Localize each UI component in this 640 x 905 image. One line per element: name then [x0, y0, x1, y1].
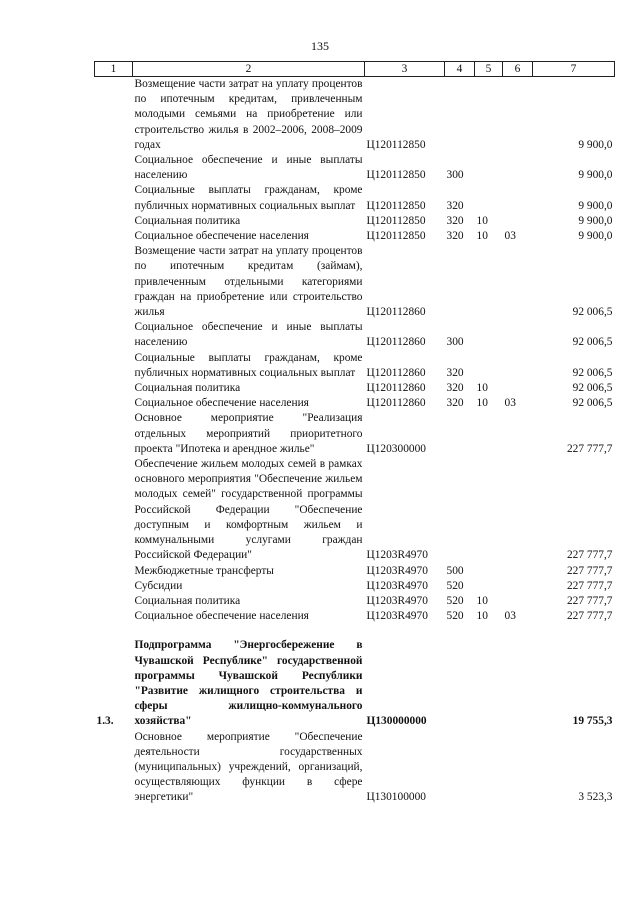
row-code: Ц120112850 [366, 169, 426, 182]
row-expense-type [445, 457, 475, 563]
row-expense-type: 520 [446, 594, 464, 607]
row-section [475, 457, 503, 563]
row-section: 10 [476, 214, 488, 227]
row-code: Ц130100000 [366, 791, 426, 804]
table-body [95, 77, 615, 806]
row-section [475, 320, 503, 350]
table-row [95, 229, 615, 244]
row-number [95, 351, 133, 381]
table-row [95, 579, 615, 594]
row-section [475, 564, 503, 579]
row-amount: 227 777,7 [566, 442, 613, 455]
row-amount: 92 006,5 [572, 306, 613, 319]
row-subsection [503, 730, 533, 806]
row-code: Ц1203R4970 [366, 610, 428, 623]
row-name: Социальное обеспечение и иные выплаты населению [134, 321, 363, 349]
table-row [95, 320, 615, 350]
row-number [95, 579, 133, 594]
row-section: 10 [476, 397, 488, 410]
table-row [95, 638, 615, 729]
row-amount: 9 900,0 [578, 169, 613, 182]
row-code: Ц120112860 [366, 382, 426, 395]
row-subsection [503, 320, 533, 350]
table-row [95, 244, 615, 320]
row-number [95, 244, 133, 320]
row-code: Ц120112860 [366, 366, 426, 379]
row-number [95, 153, 133, 183]
row-name: Социальная политика [134, 214, 241, 227]
row-section [475, 351, 503, 381]
table-row [95, 381, 615, 396]
header-col-4: 4 [445, 62, 475, 77]
row-expense-type: 520 [446, 579, 464, 592]
row-code: Ц1203R4970 [366, 549, 428, 562]
row-section [475, 411, 503, 457]
row-code: Ц130000000 [366, 715, 427, 728]
row-code: Ц120112860 [366, 397, 426, 410]
row-section [475, 638, 503, 729]
row-amount: 92 006,5 [572, 382, 613, 395]
row-expense-type: 320 [446, 199, 464, 212]
row-name: Социальная политика [134, 594, 241, 607]
row-section [475, 244, 503, 320]
row-code: Ц1203R4970 [366, 564, 428, 577]
row-amount: 92 006,5 [572, 336, 613, 349]
row-subsection [503, 351, 533, 381]
row-name: Социальное обеспечение населения [134, 397, 309, 410]
row-amount: 9 900,0 [578, 214, 613, 227]
row-subsection [503, 457, 533, 563]
table-row [95, 594, 615, 609]
table-row [95, 77, 615, 154]
row-expense-type [445, 244, 475, 320]
row-number [95, 320, 133, 350]
row-code: Ц120112850 [366, 214, 426, 227]
table-row [95, 396, 615, 411]
row-amount: 3 523,3 [578, 791, 613, 804]
header-col-1: 1 [95, 62, 133, 77]
row-number [95, 564, 133, 579]
row-name: Субсидии [134, 579, 183, 592]
row-section: 10 [476, 610, 488, 623]
spacer-cell [95, 624, 615, 638]
table-header [95, 62, 615, 77]
row-amount: 9 900,0 [578, 138, 613, 151]
header-col-3: 3 [365, 62, 445, 77]
row-number [95, 77, 133, 154]
row-subsection: 03 [504, 230, 516, 243]
row-name: Социальные выплаты гражданам, кроме публичных нормативных социальных выплат [134, 351, 363, 379]
row-code: Ц1203R4970 [366, 579, 428, 592]
row-subsection: 03 [504, 610, 516, 623]
row-subsection [503, 183, 533, 213]
row-section: 10 [476, 230, 488, 243]
table-row [95, 564, 615, 579]
row-number [95, 411, 133, 457]
table-row [95, 214, 615, 229]
row-expense-type: 520 [446, 610, 464, 623]
row-expense-type [445, 638, 475, 729]
row-expense-type: 320 [446, 382, 464, 395]
row-amount: 227 777,7 [566, 549, 613, 562]
row-section [475, 183, 503, 213]
row-amount: 92 006,5 [572, 366, 613, 379]
row-subsection [503, 244, 533, 320]
row-name: Подпрограмма "Энергосбережение в Чувашской Республике" государственной программы Чувашской Республики "Развитие жилищного строительства и сферы жилищно-коммунального хозяйства" [134, 639, 363, 728]
row-number [95, 594, 133, 609]
row-name: Основное мероприятие "Реализация отдельных мероприятий приоритетного проекта "Ипотека и арендное жилье" [134, 412, 363, 455]
row-amount: 227 777,7 [566, 564, 613, 577]
row-expense-type: 320 [446, 397, 464, 410]
table-row [95, 153, 615, 183]
table-row [95, 457, 615, 563]
row-section [475, 153, 503, 183]
row-amount: 227 777,7 [566, 594, 613, 607]
row-expense-type: 300 [446, 169, 464, 182]
row-code: Ц120300000 [366, 442, 426, 455]
row-number [95, 396, 133, 411]
row-amount: 92 006,5 [572, 397, 613, 410]
row-amount: 19 755,3 [572, 715, 613, 728]
row-amount: 227 777,7 [566, 610, 613, 623]
page-number: 135 [311, 39, 329, 53]
row-subsection [503, 153, 533, 183]
spacer-row [95, 624, 615, 638]
row-subsection [503, 564, 533, 579]
row-number [95, 609, 133, 624]
row-subsection [503, 77, 533, 154]
row-name: Межбюджетные трансферты [134, 564, 274, 577]
row-subsection [503, 411, 533, 457]
table-row [95, 609, 615, 624]
row-amount: 9 900,0 [578, 230, 613, 243]
row-expense-type: 500 [446, 564, 464, 577]
table-row [95, 183, 615, 213]
row-subsection [503, 638, 533, 729]
row-code: Ц120112860 [366, 306, 426, 319]
row-expense-type: 320 [446, 214, 464, 227]
table-row [95, 730, 615, 806]
row-name: Социальная политика [134, 382, 241, 395]
row-name: Возмещение части затрат на уплату процентов по ипотечным кредитам (займам), привлеченным отдельными категориями граждан на приобретение или строительство жилья [134, 245, 363, 319]
row-expense-type: 320 [446, 366, 464, 379]
row-subsection [503, 579, 533, 594]
row-name: Социальные выплаты гражданам, кроме публичных нормативных социальных выплат [134, 184, 363, 212]
row-section [475, 77, 503, 154]
row-amount: 227 777,7 [566, 579, 613, 592]
row-name: Социальное обеспечение населения [134, 230, 309, 243]
row-subsection [503, 594, 533, 609]
header-col-5: 5 [475, 62, 503, 77]
row-section [475, 730, 503, 806]
table-row [95, 351, 615, 381]
row-expense-type [445, 730, 475, 806]
row-number [95, 229, 133, 244]
row-name: Основное мероприятие "Обеспечение деятельности государственных (муниципальных) учреждений, организаций, осуществляющих функции в сфере энергетики" [134, 730, 363, 804]
header-col-2: 2 [133, 62, 365, 77]
table-row [95, 411, 615, 457]
row-name: Обеспечение жильем молодых семей в рамках основного мероприятия "Обеспечение жильем молодых семей" государственной программы Российской Федерации "Обеспечение доступным и комфортным жильем и коммунальными услугами граждан Российской Федерации" [134, 458, 363, 562]
row-expense-type [445, 411, 475, 457]
row-subsection: 03 [504, 397, 516, 410]
row-name: Социальное обеспечение населения [134, 610, 309, 623]
header-col-7: 7 [533, 62, 615, 77]
row-code: Ц120112860 [366, 336, 426, 349]
row-name: Возмещение части затрат на уплату процентов по ипотечным кредитам, привлеченным молодыми семьями на приобретение или строительство жилья в 2002–2006, 2008–2009 годах [134, 78, 363, 151]
budget-table [94, 61, 615, 806]
row-number [95, 457, 133, 563]
row-section: 10 [476, 594, 488, 607]
header-col-6: 6 [503, 62, 533, 77]
row-name: Социальное обеспечение и иные выплаты населению [134, 154, 363, 182]
row-section: 10 [476, 382, 488, 395]
row-code: Ц120112850 [366, 230, 426, 243]
row-subsection [503, 381, 533, 396]
row-section [475, 579, 503, 594]
row-expense-type: 300 [446, 336, 464, 349]
row-amount: 9 900,0 [578, 199, 613, 212]
row-number [95, 183, 133, 213]
row-number [95, 730, 133, 806]
row-expense-type [445, 77, 475, 154]
row-number: 1.3. [96, 715, 114, 728]
row-number [95, 381, 133, 396]
row-expense-type: 320 [446, 230, 464, 243]
row-code: Ц120112850 [366, 138, 426, 151]
row-code: Ц120112850 [366, 199, 426, 212]
row-subsection [503, 214, 533, 229]
row-code: Ц1203R4970 [366, 594, 428, 607]
row-number [95, 214, 133, 229]
